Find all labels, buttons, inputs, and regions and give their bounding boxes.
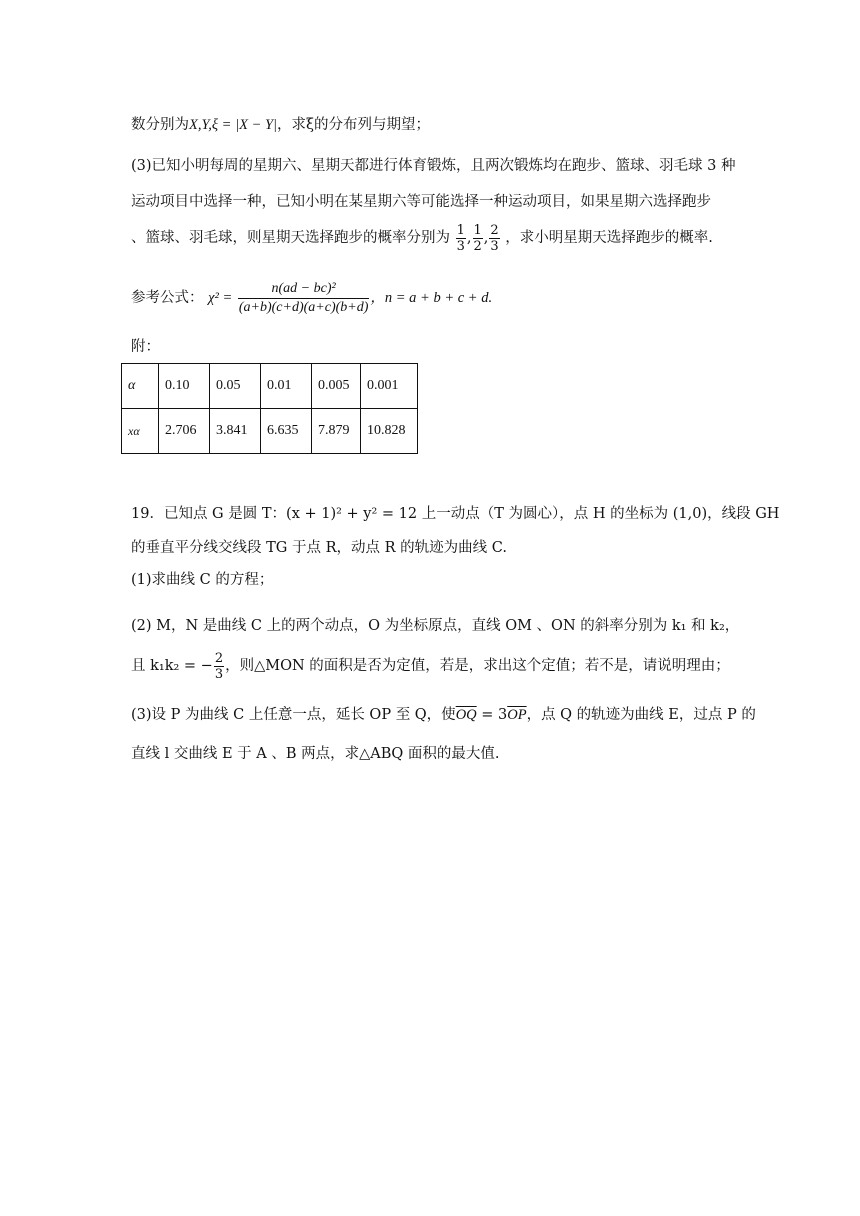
formula-lhs: χ² = — [208, 290, 233, 306]
text-span: ，则△MON 的面积是否为定值，若是，求出这个定值；若不是，请说明理由； — [225, 658, 730, 674]
fraction-numerator: 2 — [214, 650, 224, 666]
question-text-line: (3)已知小明每周的星期六、星期天都进行体育锻炼，且两次锻炼均在跑步、篮球、羽毛球 3 种 — [131, 158, 736, 174]
fraction-denominator: 3 — [490, 238, 499, 254]
fraction — [214, 651, 224, 682]
table-row — [122, 409, 418, 454]
vector-op: $\overline{OP}$ — [507, 707, 527, 723]
fraction-denominator: 3 — [214, 666, 224, 682]
question-19-line — [131, 650, 730, 682]
fraction — [473, 223, 483, 254]
question-19-line: 的垂直平分线交线段 TG 于点 R，动点 R 的轨迹为曲线 C. — [131, 540, 507, 556]
text-span: ，求小明星期天选择跑步的概率. — [505, 230, 713, 246]
formula-denominator: (a+b)(c+d)(a+c)(b+d) — [238, 299, 369, 315]
text-span: ，求ξ的分布列与期望； — [277, 117, 431, 133]
vector-oq: $\overline{OQ}$ — [455, 707, 477, 723]
text-span: (3)设 P 为曲线 C 上任意一点，延长 OP 至 Q，使 — [131, 707, 456, 723]
fraction — [456, 223, 466, 254]
fraction-numerator: 2 — [490, 222, 499, 238]
table-cell: 2.706 — [159, 409, 210, 454]
fraction-numerator: 1 — [456, 222, 465, 238]
fraction-numerator: 1 — [473, 222, 482, 238]
text-span: 、篮球、羽毛球，则星期天选择跑步的概率分别为 — [131, 230, 450, 246]
table-cell: 6.635 — [261, 409, 312, 454]
question-text-line: 运动项目中选择一种，已知小明在某星期六等可能选择一种运动项目，如果星期六选择跑步 — [131, 194, 711, 210]
question-19-line: (1)求曲线 C 的方程； — [131, 572, 274, 588]
text-span: = 3 — [476, 707, 508, 723]
table-cell: 0.10 — [159, 364, 210, 409]
question-text-line: 、篮球、羽毛球，则星期天选择跑步的概率分别为 $\frac{1}{3}$ , $\frac{1}{2}$ , $\frac{2}{3}$ ，求小明星期天选择跑步的概率. — [131, 222, 713, 254]
table-row — [122, 364, 418, 409]
text-span: ，点 Q 的轨迹为曲线 E，过点 P 的 — [526, 707, 756, 723]
formula-post: ，n = a + b + c + d. — [370, 290, 493, 306]
table-cell: 0.001 — [361, 364, 418, 409]
appendix-label: 附： — [131, 339, 160, 355]
table-cell: 0.05 — [210, 364, 261, 409]
table-cell: 0.005 — [312, 364, 361, 409]
text-span: 数分别为 — [131, 117, 189, 133]
table-cell: 0.01 — [261, 364, 312, 409]
table-cell: 10.828 — [361, 409, 418, 454]
formula-line — [131, 278, 492, 318]
formula-numerator: n(ad − bc)² — [238, 280, 370, 299]
formula-fraction — [238, 280, 370, 317]
question-text-line — [131, 115, 430, 135]
fraction-denominator: 3 — [456, 238, 465, 254]
formula-label: 参考公式： — [131, 290, 204, 306]
text-span: 且 k₁k₂ = − — [131, 658, 213, 674]
table-cell: xα — [122, 409, 159, 454]
table-cell: α — [122, 364, 159, 409]
critical-value-table — [121, 363, 418, 454]
question-19-line: 直线 l 交曲线 E 于 A 、B 两点，求△ABQ 面积的最大值. — [131, 746, 500, 762]
table-cell: 7.879 — [312, 409, 361, 454]
question-19-line: (2) M，N 是曲线 C 上的两个动点，O 为坐标原点，直线 OM 、ON 的斜率分别为 k₁ 和 k₂， — [131, 618, 740, 634]
fraction — [489, 223, 499, 254]
fraction-denominator: 2 — [473, 238, 482, 254]
table-cell: 3.841 — [210, 409, 261, 454]
question-19-line: 19．已知点 G 是圆 T：(x + 1)² + y² = 12 上一动点（T 为圆心），点 H 的坐标为 (1,0)，线段 GH — [131, 506, 780, 522]
math-span: X,Y,ξ = |X − Y| — [189, 117, 278, 133]
question-19-line — [131, 705, 756, 725]
